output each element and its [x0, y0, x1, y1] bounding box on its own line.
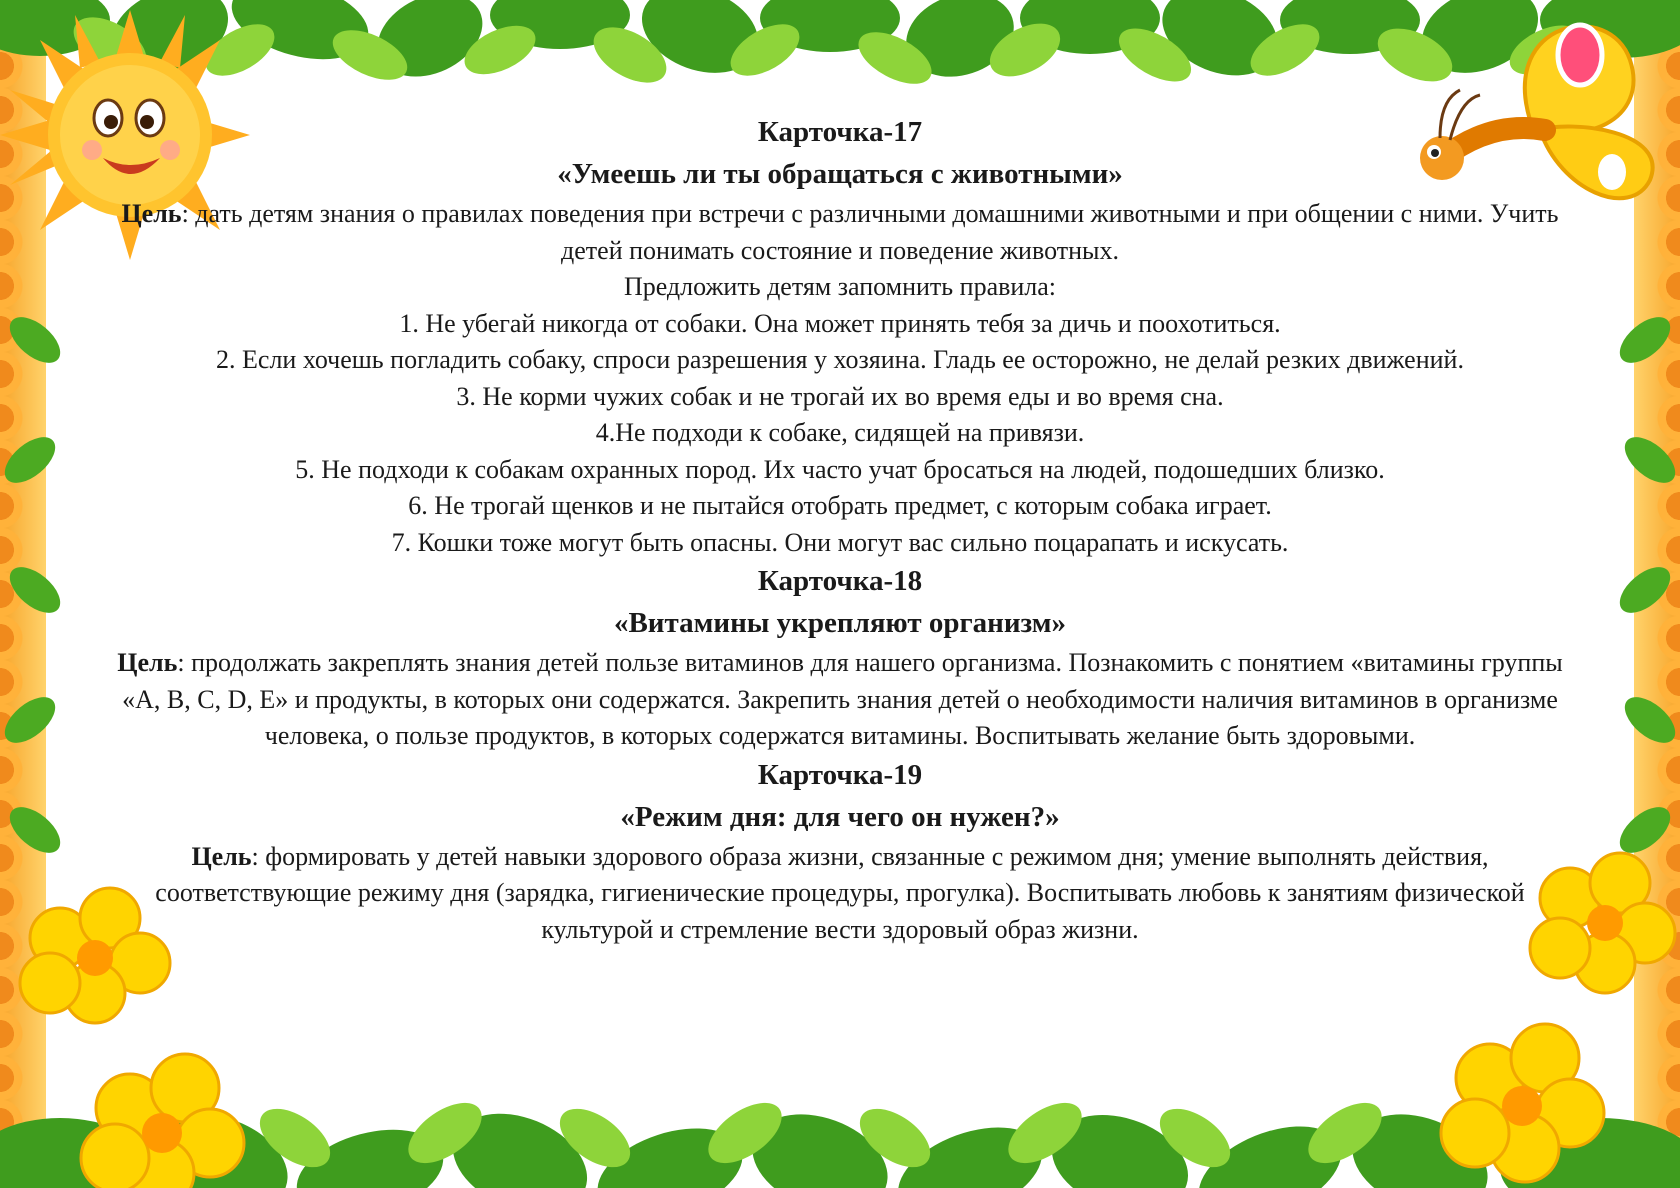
rule-item: 5. Не подходи к собакам охранных пород. Их часто учат бросаться на людей, подошедших близко. [295, 454, 1385, 484]
rule-item: 3. Не корми чужих собак и не трогай их во время еды и во время сна. [456, 381, 1224, 411]
goal-label: Цель [117, 648, 178, 677]
rules-intro: Предложить детям запомнить правила: [623, 272, 1057, 301]
cards-content [110, 112, 1570, 948]
goal-text: : дать детям знания о правилах поведения при встречи с различными домашними животными и при общении с ними. Учить детей понимать состояние и поведение животных. [181, 199, 1559, 265]
card-17 [110, 112, 1570, 561]
rule-item: 7. Кошки тоже могут быть опасны. Они могут вас сильно поцарапать и искусать. [391, 527, 1289, 557]
card-subtitle: «Витамины укрепляют организм» [613, 607, 1067, 639]
card-title: Карточка-19 [757, 758, 923, 791]
rule-item: 2. Если хочешь погладить собаку, спроси разрешения у хозяина. Гладь ее осторожно, не делай резких движений. [216, 345, 1464, 374]
card-18 [110, 561, 1570, 755]
goal-text: : продолжать закреплять знания детей пользе витаминов для нашего организма. Познакомить с понятием «витамины группы «А, В, С, D, Е» и продукты, в которых они содержатся. Закрепить знания детей о необходимости наличия витаминов в организме человека, о пользе продуктов, в которых содержатся витамины. Воспитывать желание быть здоровыми. [122, 648, 1563, 750]
card-title: Карточка-17 [757, 116, 923, 148]
rule-item: 1. Не убегай никогда от собаки. Она может принять тебя за дичь и поохотиться. [399, 308, 1281, 338]
rule-item: 6. Не трогай щенков и не пытайся отобрать предмет, с которым собака играет. [408, 491, 1272, 520]
card-goal [110, 645, 1570, 755]
rule-item: 4.Не подходи к собаке, сидящей на привязи. [595, 418, 1085, 447]
card-subtitle: «Умеешь ли ты обращаться с животными» [557, 158, 1123, 190]
left-side-leaves [0, 300, 70, 860]
card-title: Карточка-18 [757, 565, 923, 597]
right-side-leaves [1610, 300, 1680, 860]
goal-label: Цель [191, 841, 252, 871]
card-goal [110, 839, 1570, 949]
card-subtitle: «Режим дня: для чего он нужен?» [620, 800, 1060, 833]
card-19 [110, 755, 1570, 949]
card-goal [110, 196, 1570, 269]
goal-label: Цель [121, 199, 182, 228]
goal-text: : формировать у детей навыки здорового образа жизни, связанные с режимом дня; умение выполнять действия, соответствующие режиму дня (зарядка, гигиенические процедуры, прогулка). Воспитывать любовь к занятиям физической культурой и стремление вести здоровый образ жизни. [155, 841, 1525, 944]
